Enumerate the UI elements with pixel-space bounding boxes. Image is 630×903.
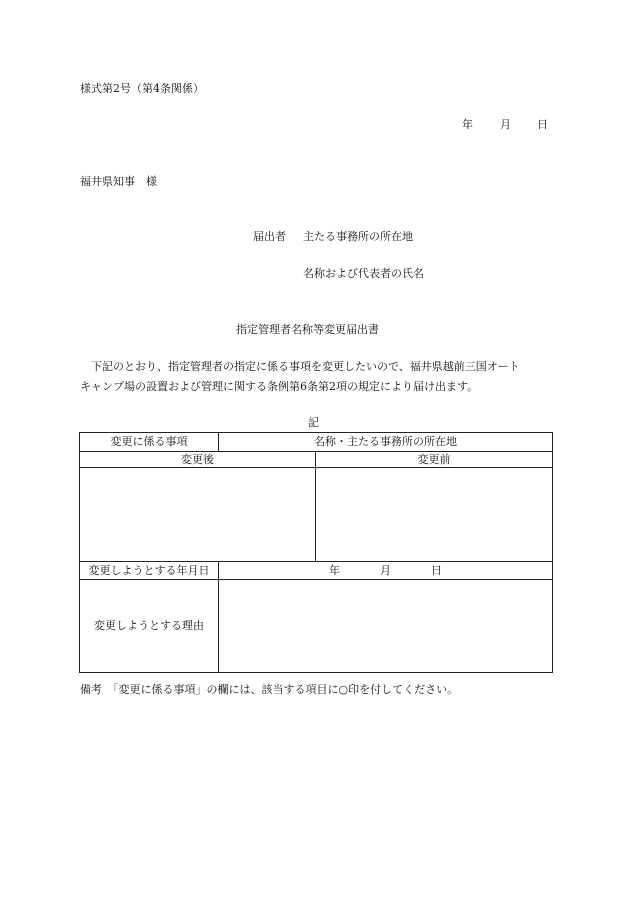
body-line-1: 下記のとおり、指定管理者の指定に係る事項を変更したいので、福井県越前三国オート	[80, 360, 520, 373]
date-day: 日	[537, 118, 548, 131]
reason-value-cell[interactable]	[219, 580, 553, 673]
matter-value[interactable]: 名称・主たる事務所の所在地	[219, 433, 553, 452]
after-value-cell[interactable]	[80, 468, 316, 562]
change-form-table	[79, 432, 553, 673]
addressee: 福井県知事 様	[80, 175, 157, 188]
date-month: 月	[500, 118, 511, 131]
matter-label: 変更に係る事項	[80, 433, 219, 452]
form-number: 様式第2号（第4条関係）	[80, 82, 204, 95]
date-label: 変更しようとする年月日	[80, 562, 219, 580]
reason-label: 変更しようとする理由	[80, 580, 219, 673]
submitter-address-label: 主たる事務所の所在地	[303, 230, 413, 243]
before-label: 変更前	[316, 452, 553, 468]
after-label: 変更後	[80, 452, 316, 468]
date-value-day: 日	[431, 563, 442, 577]
note: 備考 「変更に係る事項」の欄には、該当する項目に○印を付してください。	[80, 683, 459, 696]
submitter-label: 届出者	[253, 230, 286, 243]
submitter-name-label: 名称および代表者の氏名	[303, 267, 424, 280]
body-paragraph	[80, 357, 550, 397]
date-value-year: 年	[329, 563, 340, 577]
date-value-cell[interactable]	[219, 562, 553, 580]
before-value-cell[interactable]	[316, 468, 553, 562]
document-title: 指定管理者名称等変更届出書	[236, 323, 379, 336]
ki-heading: 記	[308, 416, 319, 429]
body-line-2: キャンプ場の設置および管理に関する条例第6条第2項の規定により届け出ます。	[80, 380, 479, 393]
date-value-month: 月	[380, 563, 391, 577]
date-year: 年	[462, 118, 473, 131]
